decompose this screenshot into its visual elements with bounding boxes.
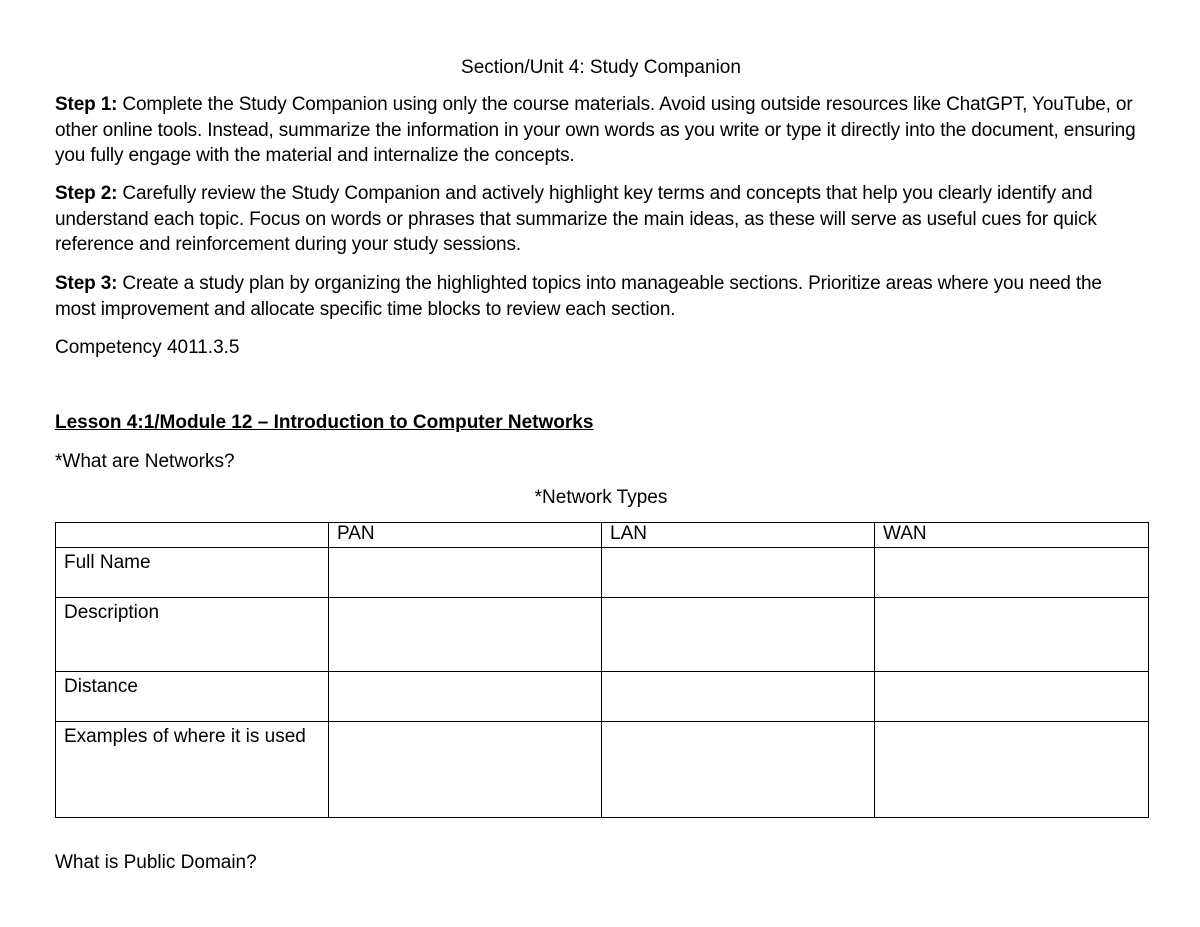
table-cell[interactable] bbox=[875, 598, 1149, 672]
question-networks: *What are Networks? bbox=[55, 451, 235, 472]
table-cell[interactable] bbox=[329, 598, 602, 672]
row-label-description: Description bbox=[56, 598, 329, 672]
step-2-text: Carefully review the Study Companion and actively highlight key terms and concepts that help you clearly identify and understand each topic. Focus on words or phrases that summarize the main ideas, as these will serve as useful cues for quick reference and reinforcement during your study sessions. bbox=[55, 183, 1097, 255]
step-2-paragraph bbox=[55, 181, 1147, 258]
step-3-label: Step 3: bbox=[55, 273, 118, 294]
competency-code: Competency 4011.3.5 bbox=[55, 337, 240, 358]
table-header-lan: LAN bbox=[602, 523, 875, 548]
table-header-pan: PAN bbox=[329, 523, 602, 548]
network-types-table bbox=[55, 522, 1149, 818]
row-label-distance: Distance bbox=[56, 672, 329, 722]
document-page bbox=[55, 0, 1147, 927]
table-header-wan: WAN bbox=[875, 523, 1149, 548]
step-1-text: Complete the Study Companion using only the course materials. Avoid using outside resources like ChatGPT, YouTube, or other online tools. Instead, summarize the information in your own words as you write or type it directly into the document, ensuring you fully engage with the material and internalize the concepts. bbox=[55, 94, 1136, 166]
network-types-caption: *Network Types bbox=[534, 487, 668, 508]
table-cell[interactable] bbox=[602, 672, 875, 722]
step-1-label: Step 1: bbox=[55, 94, 118, 115]
question-public-domain: What is Public Domain? bbox=[55, 852, 257, 873]
table-cell[interactable] bbox=[329, 548, 602, 598]
table-header-row bbox=[56, 523, 1149, 548]
table-row bbox=[56, 548, 1149, 598]
table-cell[interactable] bbox=[875, 722, 1149, 818]
row-label-full-name: Full Name bbox=[56, 548, 329, 598]
table-cell[interactable] bbox=[602, 598, 875, 672]
table-header-cell bbox=[56, 523, 329, 548]
table-cell[interactable] bbox=[875, 672, 1149, 722]
step-3-paragraph bbox=[55, 271, 1147, 322]
table-cell[interactable] bbox=[875, 548, 1149, 598]
table-cell[interactable] bbox=[602, 548, 875, 598]
step-2-label: Step 2: bbox=[55, 183, 118, 204]
page-title: Section/Unit 4: Study Companion bbox=[461, 57, 741, 78]
table-row bbox=[56, 598, 1149, 672]
table-row bbox=[56, 722, 1149, 818]
step-1-paragraph bbox=[55, 92, 1147, 169]
row-label-examples: Examples of where it is used bbox=[56, 722, 329, 818]
table-cell[interactable] bbox=[329, 672, 602, 722]
step-3-text: Create a study plan by organizing the highlighted topics into manageable sections. Prioritize areas where you need the most improvement and allocate specific time blocks to review each section. bbox=[55, 273, 1102, 320]
table-cell[interactable] bbox=[602, 722, 875, 818]
table-cell[interactable] bbox=[329, 722, 602, 818]
lesson-heading: Lesson 4:1/Module 12 – Introduction to Computer Networks bbox=[55, 412, 594, 433]
table-row bbox=[56, 672, 1149, 722]
